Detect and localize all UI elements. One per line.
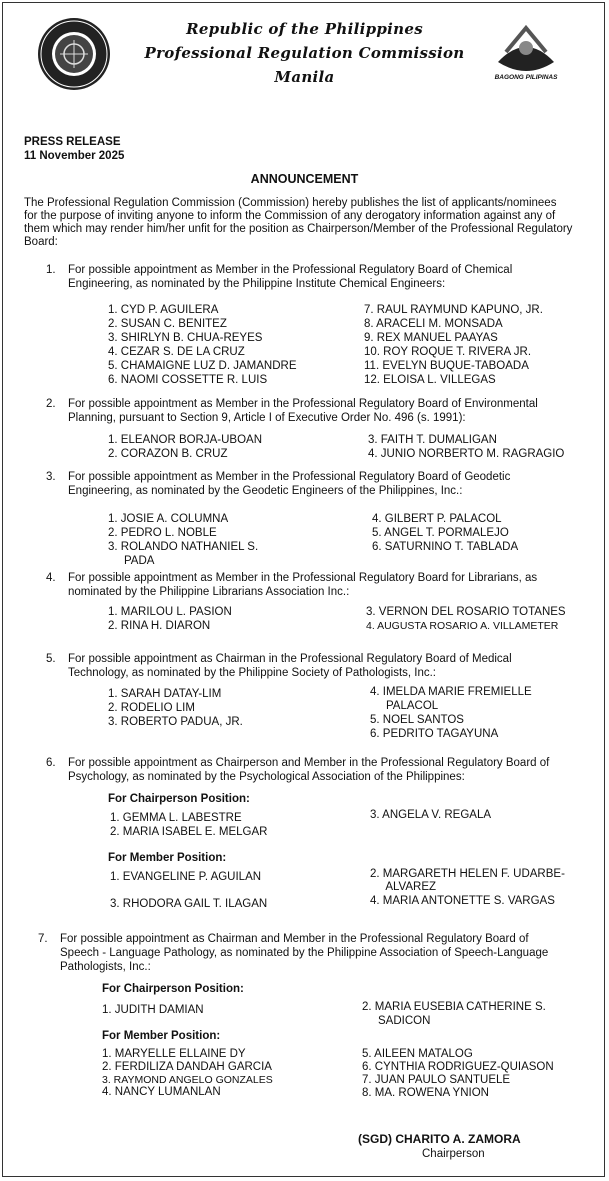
nominee: 2. MARGARETH HELEN F. UDARBE-: [370, 868, 565, 880]
section-text: For possible appointment as Chairperson and Member in the Professional Regulatory Board of: [68, 757, 550, 769]
nominee: 2. RODELIO LIM: [108, 702, 195, 714]
nominee: 4. IMELDA MARIE FREMIELLE: [370, 686, 532, 698]
logo-caption: BAGONG PILIPINAS: [494, 74, 558, 81]
nominee: 3. ANGELA V. REGALA: [370, 809, 492, 821]
section-text: Speech - Language Pathology, as nominated by the Philippine Association of Speech-Language: [60, 947, 549, 959]
section-text: Technology, as nominated by the Philippine Society of Pathologists, Inc.:: [68, 667, 437, 679]
nominee: 6. CYNTHIA RODRIGUEZ-QUIASON: [362, 1061, 554, 1073]
section-text: For possible appointment as Member in the Professional Regulatory Board of Chemical: [68, 264, 513, 276]
intro-line: The Professional Regulation Commission (Commission) hereby publishes the list of applicants/nominees: [24, 197, 557, 209]
nominee: 5. AILEEN MATALOG: [362, 1048, 473, 1060]
nominee: 9. REX MANUEL PAAYAS: [364, 332, 498, 344]
section-text: For possible appointment as Member in the Professional Regulatory Board of Geodetic: [68, 471, 511, 483]
release-date: 11 November 2025: [24, 150, 125, 162]
chairperson-heading: For Chairperson Position:: [102, 983, 244, 995]
nominee: 1. GEMMA L. LABESTRE: [110, 812, 242, 824]
nominee: 5. CHAMAIGNE LUZ D. JAMANDRE: [108, 360, 297, 372]
section-number: 2.: [46, 398, 56, 410]
nominee: 7. RAUL RAYMUND KAPUNO, JR.: [364, 304, 543, 316]
nominee: 2. RINA H. DIARON: [108, 620, 211, 632]
nominee: 2. FERDILIZA DANDAH GARCIA: [102, 1061, 272, 1073]
nominee: 2. MARIA EUSEBIA CATHERINE S.: [362, 1001, 546, 1013]
nominee: 2. PEDRO L. NOBLE: [108, 527, 217, 539]
nominee: 1. CYD P. AGUILERA: [108, 304, 219, 316]
nominee: 11. EVELYN BUQUE-TABOADA: [364, 360, 529, 372]
nominee: PADA: [108, 555, 155, 567]
chairperson-heading: For Chairperson Position:: [108, 793, 250, 805]
intro-line: Board:: [24, 236, 58, 248]
nominee: 4. GILBERT P. PALACOL: [372, 513, 502, 525]
nominee: 8. MA. ROWENA YNION: [362, 1087, 489, 1099]
nominee: 2. MARIA ISABEL E. MELGAR: [110, 826, 268, 838]
nominee: 1. JOSIE A. COLUMNA: [108, 513, 229, 525]
nominee: 1. SARAH DATAY-LIM: [108, 688, 222, 700]
section-text: Pathologists, Inc.:: [60, 961, 151, 973]
nominee: 5. ANGEL T. PORMALEJO: [372, 527, 509, 539]
header-line3: Manila: [274, 68, 335, 86]
nominee: 1. EVANGELINE P. AGUILAN: [110, 871, 262, 883]
nominee: PALACOL: [370, 700, 439, 712]
nominee: 10. ROY ROQUE T. RIVERA JR.: [364, 346, 532, 358]
announcement-heading: ANNOUNCEMENT: [250, 172, 359, 186]
intro-line: them which may render him/her unfit for the position as Chairperson/Member of the Professional Regulatory: [24, 223, 573, 235]
nominee: 7. JUAN PAULO SANTUELE: [362, 1074, 511, 1086]
nominee: 2. CORAZON B. CRUZ: [108, 448, 228, 460]
section-number: 5.: [46, 653, 56, 665]
section-text: For possible appointment as Member in the Professional Regulatory Board for Librarians, as: [68, 572, 538, 584]
section-text: For possible appointment as Member in the Professional Regulatory Board of Environmental: [68, 398, 538, 410]
signatory-title: Chairperson: [422, 1148, 485, 1160]
intro-line: for the purpose of inviting anyone to inform the Commission of any derogatory information against any of: [24, 210, 556, 222]
nominee: 6. PEDRITO TAGAYUNA: [370, 728, 499, 740]
section-text: Engineering, as nominated by the Philippine Institute Chemical Engineers:: [68, 278, 446, 290]
nominee: 3. ROLANDO NATHANIEL S.: [108, 541, 259, 553]
nominee: 4. MARIA ANTONETTE S. VARGAS: [370, 895, 555, 907]
nominee: 12. ELOISA L. VILLEGAS: [364, 374, 496, 386]
nominee: 3. ROBERTO PADUA, JR.: [108, 716, 243, 728]
signatory-name: (SGD) CHARITO A. ZAMORA: [358, 1132, 521, 1146]
nominee: 2. SUSAN C. BENITEZ: [108, 318, 227, 330]
nominee: 4. JUNIO NORBERTO M. RAGRAGIO: [368, 448, 565, 460]
press-release-label: PRESS RELEASE: [24, 136, 121, 148]
bagong-pilipinas-logo-icon: [488, 22, 564, 82]
section-number: 4.: [46, 572, 56, 584]
nominee: 1. MARILOU L. PASION: [108, 606, 232, 618]
section-number: 7.: [38, 933, 48, 945]
nominee: ALVAREZ: [370, 881, 437, 893]
nominee: 3. RHODORA GAIL T. ILAGAN: [110, 898, 268, 910]
nominee: 1. JUDITH DAMIAN: [102, 1004, 204, 1016]
section-number: 6.: [46, 757, 56, 769]
member-heading: For Member Position:: [102, 1030, 221, 1042]
nominee: 6. SATURNINO T. TABLADA: [372, 541, 519, 553]
section-text: Engineering, as nominated by the Geodetic Engineers of the Philippines, Inc.:: [68, 485, 463, 497]
section-text: For possible appointment as Chairman and Member in the Professional Regulatory Board of: [60, 933, 529, 945]
section-number: 1.: [46, 264, 56, 276]
section-text: For possible appointment as Chairman in the Professional Regulatory Board of Medical: [68, 653, 512, 665]
nominee: SADICON: [362, 1015, 431, 1027]
section-text: nominated by the Philippine Librarians Association Inc.:: [68, 586, 350, 598]
header-line2: Professional Regulation Commission: [144, 44, 465, 62]
member-heading: For Member Position:: [108, 852, 227, 864]
nominee: 8. ARACELI M. MONSADA: [364, 318, 503, 330]
nominee: 1. ELEANOR BORJA-UBOAN: [108, 434, 263, 446]
nominee: 4. NANCY LUMANLAN: [102, 1086, 221, 1098]
header-line1: Republic of the Philippines: [186, 20, 423, 38]
nominee: 4. AUGUSTA ROSARIO A. VILLAMETER: [366, 620, 559, 632]
section-number: 3.: [46, 471, 56, 483]
nominee: 5. NOEL SANTOS: [370, 714, 464, 726]
nominee: 4. CEZAR S. DE LA CRUZ: [108, 346, 245, 358]
nominee: 3. VERNON DEL ROSARIO TOTANES: [366, 606, 566, 618]
nominee: 3. RAYMOND ANGELO GONZALES: [102, 1074, 273, 1086]
nominee: 3. SHIRLYN B. CHUA-REYES: [108, 332, 263, 344]
nominee: 3. FAITH T. DUMALIGAN: [368, 434, 497, 446]
nominee: 1. MARYELLE ELLAINE DY: [102, 1048, 246, 1060]
nominee: 6. NAOMI COSSETTE R. LUIS: [108, 374, 268, 386]
section-text: Psychology, as nominated by the Psychological Association of the Philippines:: [68, 771, 465, 783]
section-text: Planning, pursuant to Section 9, Article I of Executive Order No. 496 (s. 1991):: [68, 412, 466, 424]
